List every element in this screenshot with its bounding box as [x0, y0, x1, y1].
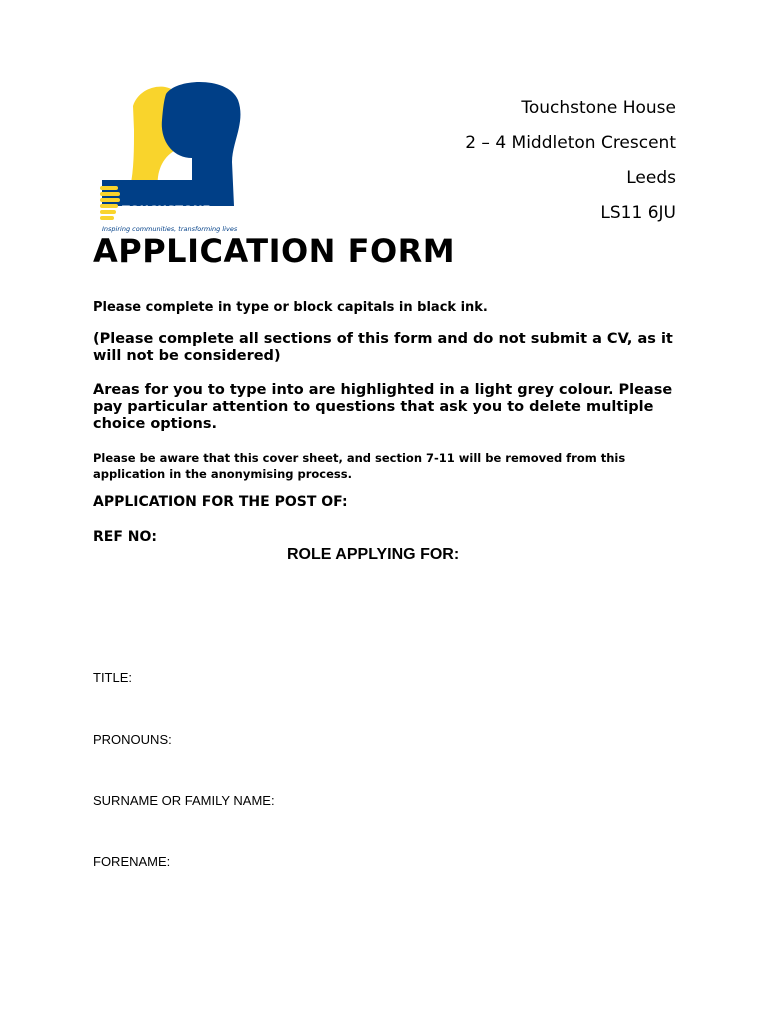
post-label: APPLICATION FOR THE POST OF:	[93, 494, 348, 510]
instruction-cv: (Please complete all sections of this form and do not submit a CV, as it will not be considered)	[93, 331, 673, 364]
address-line-2: 2 – 4 Middleton Crescent	[465, 133, 676, 153]
address-line-1: Touchstone House	[521, 98, 676, 118]
instruction-ink: Please complete in type or block capitals in black ink.	[93, 300, 488, 315]
touchstone-logo	[100, 78, 250, 234]
forename-field-label: FORENAME:	[93, 854, 171, 869]
page-title: APPLICATION FORM	[93, 232, 456, 270]
address-line-3: Leeds	[626, 168, 676, 188]
ref-no-label: REF NO:	[93, 529, 157, 545]
role-applying-label: ROLE APPLYING FOR:	[287, 546, 460, 563]
address-line-4: LS11 6JU	[600, 203, 676, 223]
pronouns-field-label: PRONOUNS:	[93, 732, 172, 747]
logo-tagline: Inspiring communities, transforming lives	[102, 225, 238, 233]
touchstone-logo-graphic	[100, 78, 250, 234]
surname-field-label: SURNAME OR FAMILY NAME:	[93, 793, 275, 808]
instruction-anonymising: Please be aware that this cover sheet, and section 7-11 will be removed from this application in the anonymising process.	[93, 451, 626, 481]
title-field-label: TITLE:	[93, 670, 133, 685]
instruction-grey-areas: Areas for you to type into are highlighted in a light grey colour. Please pay particular attention to questions that ask you to delete multiple choice options.	[93, 382, 673, 432]
company-address	[465, 91, 676, 231]
logo-wordmark: TOUCHSTONE	[122, 203, 211, 217]
